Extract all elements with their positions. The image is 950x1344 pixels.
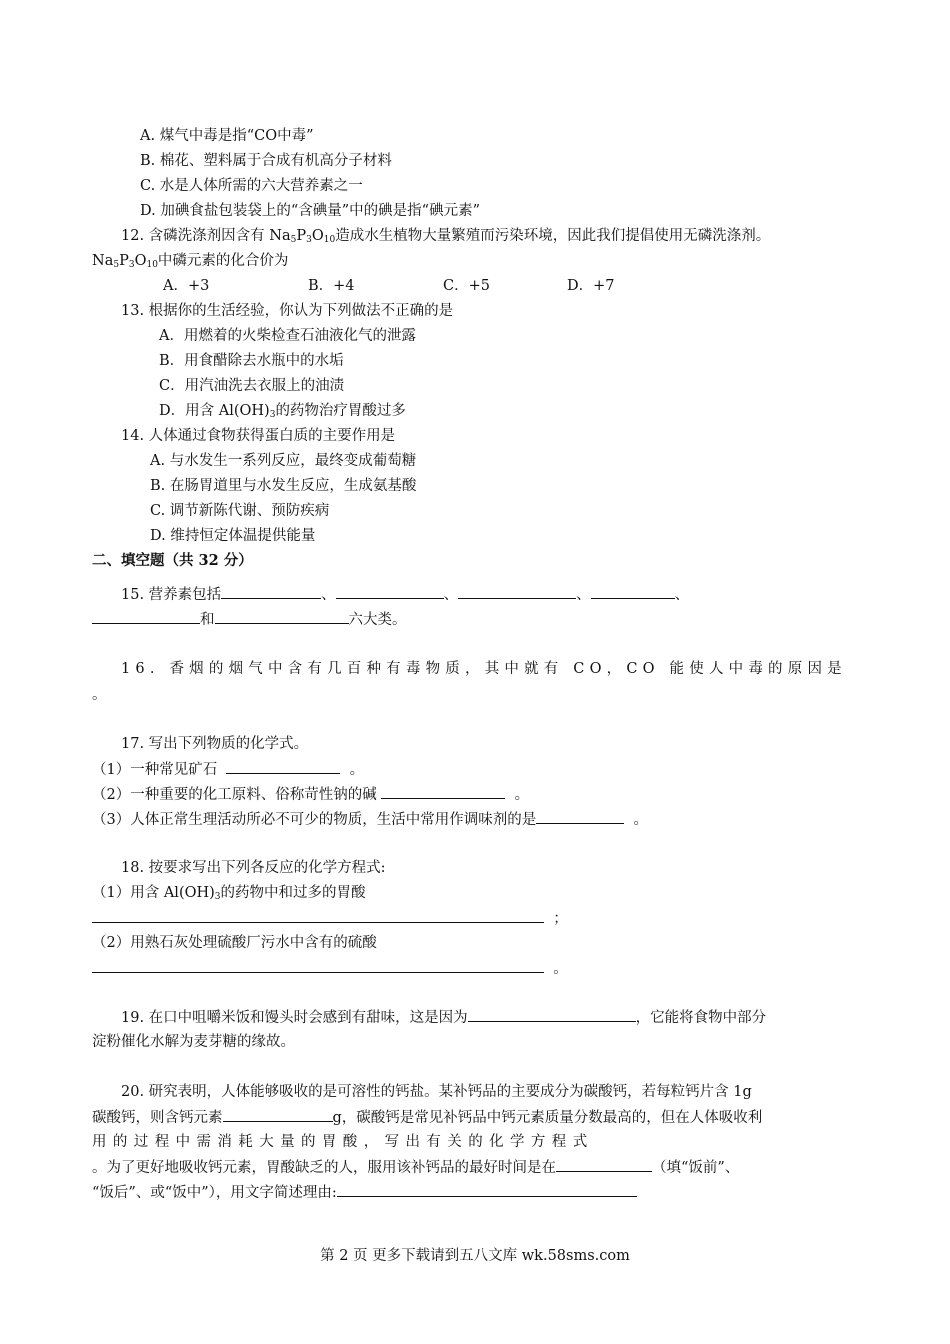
q12-option-d: D．+7: [567, 278, 615, 294]
q18-part-2: （2）用熟石灰处理硫酸厂污水中含有的硫酸: [92, 935, 377, 951]
q14-option-c: C. 调节新陈代谢、预防疾病: [150, 503, 330, 519]
q13-option-d: D．用含 $Al(OH)_3$的药物治疗胃酸过多: [159, 403, 406, 420]
q15-line1: 15. 营养素包括 、 、 、 、: [121, 584, 689, 605]
q11-option-b: B. 棉花、塑料属于合成有机高分子材料: [140, 153, 392, 169]
q13-option-a: A．用燃着的火柴检查石油液化气的泄露: [159, 328, 416, 344]
q16-end: 。: [92, 687, 107, 703]
q20-blank-3[interactable]: [337, 1182, 637, 1197]
q18-blank-1[interactable]: [92, 908, 544, 923]
q14-stem: 14. 人体通过食物获得蛋白质的主要作用是: [121, 428, 396, 444]
q18-answer-line-1: ；: [92, 908, 568, 929]
q17-blank-1[interactable]: [226, 759, 340, 774]
q12-stem-line2: $Na_5P_3O_{10}$中磷元素的化合价为: [92, 253, 289, 270]
q18-answer-line-2: 。: [92, 958, 568, 979]
q15-blank-5[interactable]: [92, 609, 200, 624]
q19-line2: 淀粉催化水解为麦芽糖的缘故。: [92, 1034, 295, 1050]
q20-line5: “饭后”、或“饭中”），用文字简述理由:: [92, 1182, 637, 1203]
q17-part-3: （3）人体正常生理活动所必不可少的物质，生活中常用作调味剂的是 。: [92, 809, 648, 830]
q13-stem: 13. 根据你的生活经验，你认为下列做法不正确的是: [121, 303, 454, 319]
q11-option-d: D. 加碘食盐包装袋上的“含碘量”中的碘是指“碘元素”: [140, 203, 480, 219]
q11-option-a: A. 煤气中毒是指“CO中毒”: [140, 128, 314, 144]
q20-blank-2[interactable]: [556, 1157, 652, 1172]
q12-option-c: C．+5: [443, 278, 490, 294]
q20-line4: 。为了更好地吸收钙元素，胃酸缺乏的人，服用该补钙品的最好时间是在 （填“饭前”、: [92, 1157, 739, 1178]
q19-blank[interactable]: [468, 1007, 636, 1022]
q20-blank-1[interactable]: [223, 1107, 333, 1122]
q15-blank-3[interactable]: [458, 584, 576, 599]
q18-stem: 18. 按要求写出下列各反应的化学方程式:: [121, 860, 386, 876]
q14-option-a: A. 与水发生一系列反应，最终变成葡萄糖: [150, 453, 417, 469]
q20-line1: 20. 研究表明，人体能够吸收的是可溶性的钙盐。某补钙品的主要成分为碳酸钙，若每粒钙片含 1g: [121, 1084, 752, 1100]
q17-part-2: （2）一种重要的化工原料、俗称苛性钠的碱 。: [92, 784, 529, 805]
q13-option-b: B．用食醋除去水瓶中的水垢: [159, 353, 344, 369]
q12-stem-line1: 12. 含磷洗涤剂因含有 $Na_5P_3O_{10}$造成水生植物大量繁殖而污染环境，因此我们提倡使用无磷洗涤剂。: [121, 228, 771, 245]
q12-option-b: B．+4: [308, 278, 355, 294]
q16-stem: 16. 香烟的烟气中含有几百种有毒物质，其中就有 CO，CO 能使人中毒的原因是: [121, 661, 847, 677]
q15-line2: 和 六大类。: [92, 609, 407, 630]
q17-blank-2[interactable]: [381, 784, 505, 799]
q18-part-1: （1）用含 $Al(OH)_3$的药物中和过多的胃酸: [92, 885, 366, 902]
q12-option-a: A．+3: [163, 278, 210, 294]
q20-line3: 用的过程中需消耗大量的胃酸，写出有关的化学方程式: [92, 1134, 594, 1150]
section-2-title: 二、填空题（共 32 分）: [92, 552, 253, 569]
q15-blank-1[interactable]: [221, 584, 321, 599]
q17-part-1: （1）一种常见矿石 。: [92, 759, 364, 780]
page-footer: 第 2 页 更多下载请到五八文库 wk.58sms.com: [320, 1248, 630, 1264]
q20-line2: 碳酸钙，则含钙元素 g，碳酸钙是常见补钙品中钙元素质量分数最高的，但在人体吸收利: [92, 1107, 762, 1128]
q15-blank-4[interactable]: [591, 584, 675, 599]
q13-option-c: C．用汽油洗去衣服上的油渍: [159, 378, 345, 394]
q15-blank-2[interactable]: [336, 584, 444, 599]
q19-line1: 19. 在口中咀嚼米饭和馒头时会感到有甜味，这是因为 ，它能将食物中部分: [121, 1007, 766, 1028]
q14-option-d: D. 维持恒定体温提供能量: [150, 528, 316, 544]
q17-blank-3[interactable]: [536, 809, 624, 824]
q17-stem: 17. 写出下列物质的化学式。: [121, 736, 309, 752]
q11-option-c: C. 水是人体所需的六大营养素之一: [140, 178, 363, 194]
q15-blank-6[interactable]: [215, 609, 349, 624]
q14-option-b: B. 在肠胃道里与水发生反应，生成氨基酸: [150, 478, 417, 494]
q18-blank-2[interactable]: [92, 958, 544, 973]
